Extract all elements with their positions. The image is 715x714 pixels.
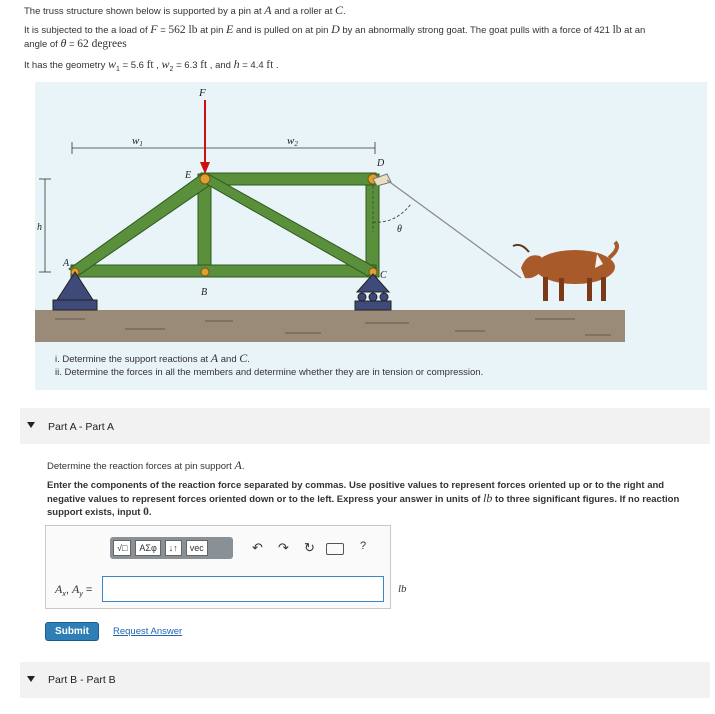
templates-button[interactable]: √□ (113, 540, 131, 556)
ground (35, 310, 625, 342)
label-e: E (185, 170, 192, 181)
label-a: A (63, 258, 70, 269)
label-h: h (37, 222, 42, 233)
vec-button[interactable]: vec (186, 540, 208, 556)
label-f: F (199, 87, 206, 99)
request-answer-link[interactable]: Request Answer (113, 626, 183, 637)
equation-toolbar (110, 537, 233, 559)
keyboard-icon[interactable] (326, 543, 344, 555)
member-ed (201, 173, 376, 185)
goat-image (513, 242, 617, 301)
greek-button[interactable]: ΑΣφ (135, 540, 160, 556)
part-a-instructions: Enter the components of the reaction force separated by commas. Use positive values to represent forces oriented up or to the right and negative values to represent forces oriented down or to the left. Express your answer in units of lb to three significant figures. If no reaction support exists, input 0. (47, 480, 680, 518)
problem-line-2: It is subjected to the a load of F = 562 lb at pin E and is pulled on at pin D by an abnormally strong goat. The goat pulls with a force of 421 lb at an (24, 22, 646, 36)
label-theta: θ (397, 224, 402, 235)
part-b-title[interactable]: Part B - Part B (48, 674, 116, 686)
problem-line-1: The truss structure shown below is supported by a pin at A and a roller at C. (24, 3, 346, 17)
collapse-triangle-icon[interactable] (27, 422, 35, 428)
rope (387, 180, 521, 278)
answer-input[interactable] (102, 576, 384, 602)
answer-label: $A_x$, $A_y$ = (55, 582, 93, 599)
part-a-header[interactable] (20, 408, 710, 444)
undo-icon[interactable]: ↶ (252, 540, 263, 555)
force-f-arrow (200, 100, 210, 174)
truss-figure (35, 82, 707, 390)
label-w2: w2 (287, 135, 298, 148)
label-b: B (201, 287, 208, 298)
member-dc (366, 174, 379, 277)
unit-label: lb (398, 583, 407, 595)
problem-line-3: angle of θ = 62 degrees (24, 36, 127, 50)
truss-diagram (35, 82, 707, 390)
collapse-triangle-icon[interactable] (27, 676, 35, 682)
task-2: ii. Determine the forces in all the members and determine whether they are in tension or compression. (55, 367, 484, 378)
part-a-title[interactable]: Part A - Part A (48, 421, 114, 433)
member-abc (71, 265, 376, 277)
label-c: C (380, 270, 387, 281)
part-a-prompt: Determine the reaction forces at pin support A. (47, 458, 245, 472)
reset-icon[interactable]: ↻ (304, 540, 315, 555)
task-1: i. Determine the support reactions at A and C. (55, 351, 250, 365)
redo-icon[interactable]: ↷ (278, 540, 289, 555)
arrows-button[interactable]: ↓↑ (165, 540, 182, 556)
help-icon[interactable]: ? (360, 540, 367, 552)
submit-button[interactable]: Submit (45, 622, 99, 641)
truss-members (69, 173, 379, 277)
label-w1: w1 (132, 135, 143, 148)
problem-line-4: It has the geometry $w_1 = 5.6$ ft , $w_2 = 6.3$ ft , and h = 4.4 ft . (24, 57, 279, 73)
pin-support-a (53, 272, 97, 310)
member-ec (203, 174, 376, 276)
part-b-header[interactable] (20, 662, 710, 698)
label-d: D (377, 158, 385, 169)
member-ae (69, 174, 210, 275)
